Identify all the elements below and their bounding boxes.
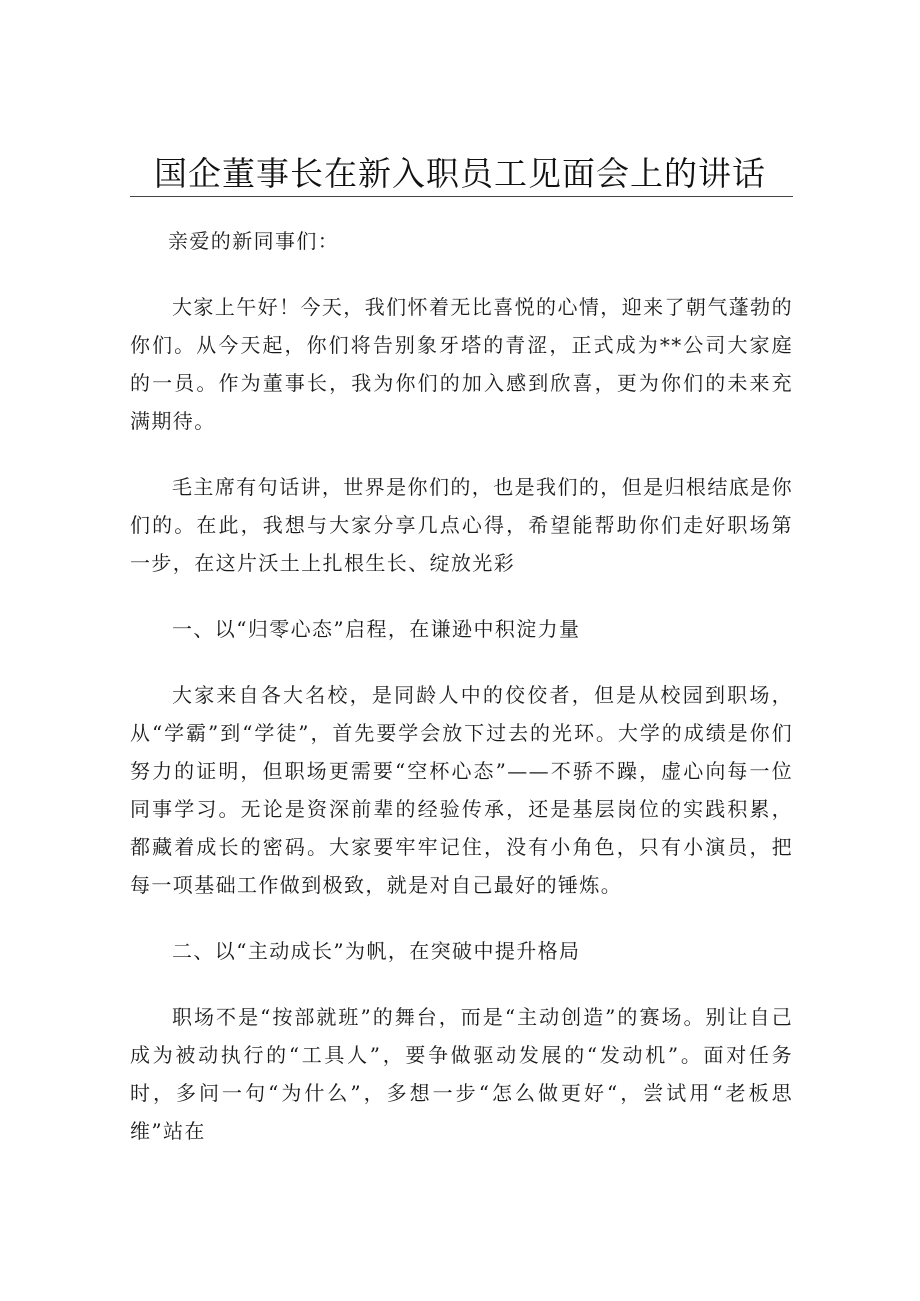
paragraph-greeting: 大家上午好！今天，我们怀着无比喜悦的心情，迎来了朝气蓬勃的你们。从今天起，你们将告别象牙塔的青涩，正式成为**公司大家庭的一员。作为董事长，我为你们的加入感到欣喜，更为你们的未来充满期待。 <box>130 295 793 433</box>
section-heading-2: 二、以“主动成长”为帆，在突破中提升格局 <box>172 939 581 963</box>
section-heading-1: 一、以“归零心态”启程，在谦逊中积淀力量 <box>172 617 581 641</box>
document-title: 国企董事长在新入职员工见面会上的讲话 <box>154 154 766 193</box>
paragraph-intro: 毛主席有句话讲，世界是你们的，也是我们的，但是归根结底是你们的。在此，我想与大家分享几点心得，希望能帮助你们走好职场第一步，在这片沃土上扎根生长、绽放光彩 <box>130 475 793 575</box>
title-underline <box>130 196 793 197</box>
document-body <box>130 222 793 1178</box>
section-paragraph-1: 大家来自各大名校，是同龄人中的佼佼者，但是从校园到职场，从“学霸”到“学徒”，首先要学会放下过去的光环。大学的成绩是你们努力的证明，但职场更需要“空杯心态”——不骄不躁，虚心向每一位同事学习。无论是资深前辈的经验传承，还是基层岗位的实践积累，都藏着成长的密码。大家要牢牢记住，没有小角色，只有小演员，把每一项基础工作做到极致，就是对自己最好的锤炼。 <box>130 683 793 897</box>
salutation: 亲爱的新同事们： <box>168 229 340 253</box>
section-paragraph-2: 职场不是“按部就班”的舞台，而是“主动创造”的赛场。别让自己成为被动执行的“工具人”，要争做驱动发展的“发动机”。面对任务时，多问一句“为什么”，多想一步“怎么做更好“，尝试用“老板思维”站在 <box>130 1005 793 1143</box>
